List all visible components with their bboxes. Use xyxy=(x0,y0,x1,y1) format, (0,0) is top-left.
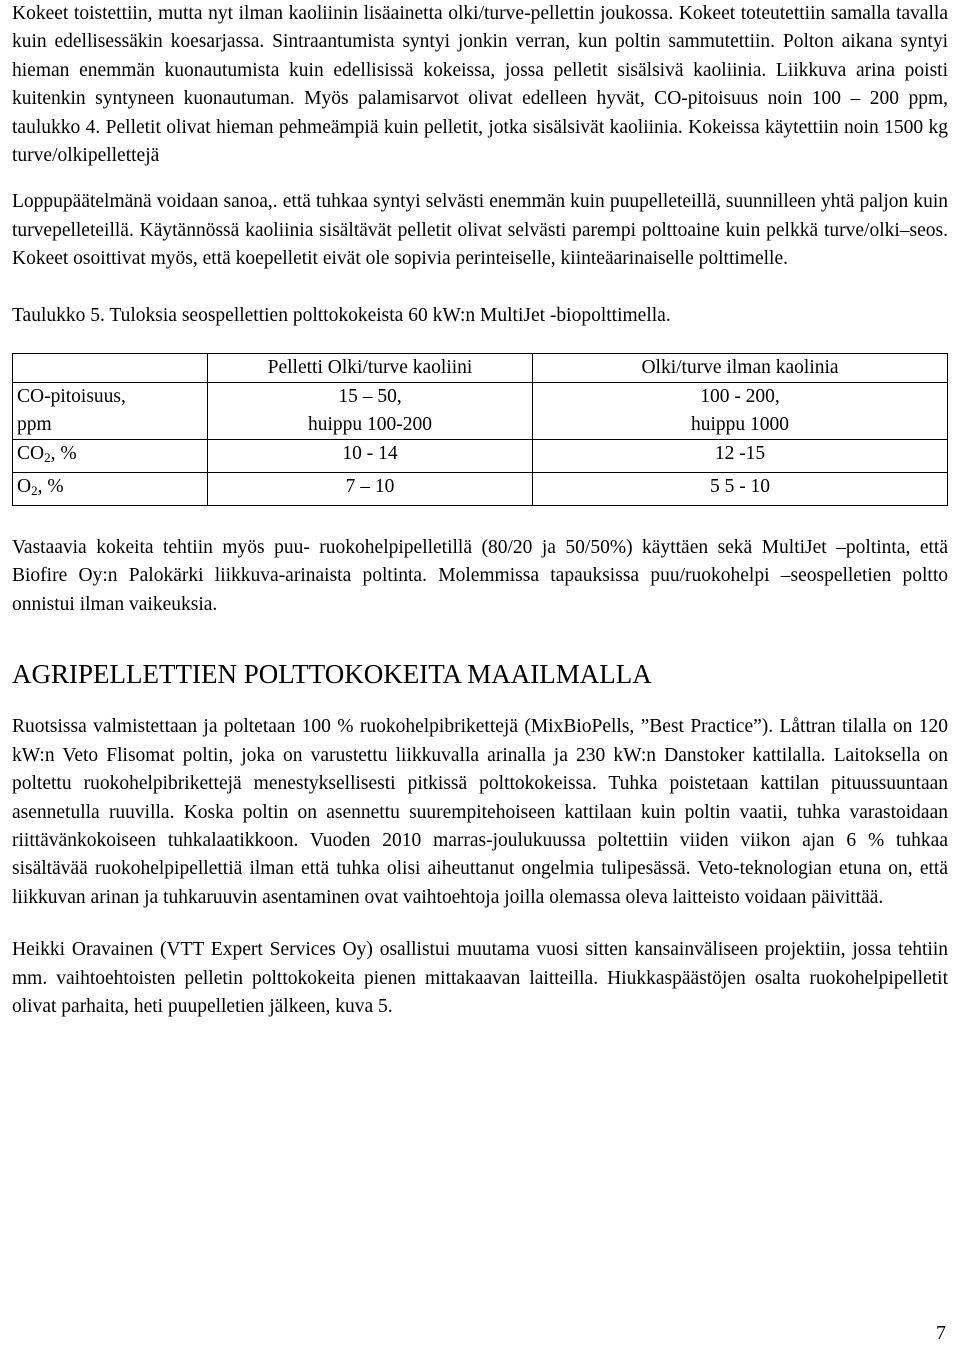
table-row-co xyxy=(13,383,948,440)
paragraph-sweden: Ruotsissa valmistettaan ja poltetaan 100 % ruokohelpibrikettejä (MixBioPells, ”Best Practice”). Låttran tilalla on 120 kW:n Veto Flisomat poltin, joka on varustettu liikkuvalla arinalla ja 230 kW:n Danstoker kattilalla. Laitoksella on poltettu ruokohelpibrikettejä menestyksellisesti pitkissä polttokokeissa. Tuhka poistetaan kattilan pituussuuntaan asennetulla ruuvilla. Koska poltin on asennettu suurempitehoiseen kattilaan kuin poltin vaatii, tuhka varastoidaan riittävänkokoiseen tuhkalaatikkoon. Vuoden 2010 marras-joulukuussa poltettiin viiden viikon ajan 6 % tuhkaa sisältävää ruokohelpipellettiä ilman että tuhka olisi aiheuttanut ongelmia tulipesässä. Veto-teknologian etuna on, että liikkuvan arinan ja tuhkaruuvin asentaminen ovat vaihtoehtoja joilla olemassa oleva laitteisto voidaan päivittää. xyxy=(12,716,948,908)
paragraph-conclusion: Loppupäätelmänä voidaan sanoa,. että tuhkaa syntyi selvästi enemmän kuin puupelleteillä, suunnilleen yhtä paljon kuin turvepelleteillä. Käytännössä kaoliinia sisältävät pelletit olivat selvästi parempi polttoaine kuin pelkkä turve/olki–seos. Kokeet osoittivat myös, että koepelletit eivät ole sopivia perinteiselle, kiinteäarinaiselle polttimelle. xyxy=(12,191,948,270)
table-cell-o2-kaolin: 7 – 10 xyxy=(208,473,533,506)
table-row-o2 xyxy=(13,473,948,506)
table-cell-o2-label: $O_2$, % xyxy=(13,473,208,506)
table-cell-co-kaolin: 15 – 50, huippu 100-200 xyxy=(208,383,533,440)
document-page xyxy=(12,0,948,1021)
table-cell-co2-kaolin: 10 - 14 xyxy=(208,440,533,473)
table-caption: Taulukko 5. Tuloksia seospellettien polttokokeista 60 kW:n MultiJet -biopolttimella. xyxy=(12,304,671,326)
page-number: 7 xyxy=(936,1322,946,1344)
table-header-no-kaolin: Olki/turve ilman kaolinia xyxy=(533,354,948,383)
table-header-kaolin: Pelletti Olki/turve kaoliini xyxy=(208,354,533,383)
table-header-empty xyxy=(13,354,208,383)
results-table xyxy=(12,353,948,506)
table-header-row xyxy=(13,354,948,383)
table-cell-co2-no-kaolin: 12 -15 xyxy=(533,440,948,473)
table-cell-co-no-kaolin: 100 - 200, huippu 1000 xyxy=(533,383,948,440)
section-heading: AGRIPELLETTIEN POLTTOKOKEITA MAAILMALLA xyxy=(12,659,652,690)
table-row-co2 xyxy=(13,440,948,473)
table-cell-co2-label: $CO_2$, % xyxy=(13,440,208,473)
table-cell-co-label: CO-pitoisuus, ppm xyxy=(13,383,208,440)
paragraph-vtt: Heikki Oravainen (VTT Expert Services Oy) osallistui muutama vuosi sitten kansainväliseen projektiin, jossa tehtiin mm. vaihtoehtoisten pelletin polttokokeita pienen mittakaavan laitteilla. Hiukkaspäästöjen osalta ruokohelpipelletit olivat parhaita, heti puupelletien jälkeen, kuva 5. xyxy=(12,939,948,1017)
paragraph-kaolin-free-tests: Kokeet toistettiin, mutta nyt ilman kaoliinin lisäainetta olki/turve-pellettin joukossa. Kokeet toteutettiin samalla tavalla kuin edellisessäkin koesarjassa. Sintraantumista syntyi jonkin verran, kun poltin sammutettiin. Polton aikana syntyi hieman enemmän kuonautumista kuin edellisissä kokeissa, jossa pelletit sisälsivä kaoliinia. Liikkuva arina poisti kuitenkin syntyneen kuonautuman. Myös palamisarvot olivat edelleen hyvät, CO-pitoisuus noin 100 – 200 ppm, taulukko 4. Pelletit olivat hieman pehmeämpiä kuin pelletit, jotka sisälsivät kaoliinia. Kokeissa käytettiin noin 1500 kg turve/olkipellettejä xyxy=(12,3,948,167)
paragraph-wood-reed-tests: Vastaavia kokeita tehtiin myös puu- ruokohelpipelletillä (80/20 ja 50/50%) käyttäen sekä MultiJet –poltinta, että Biofire Oy:n Palokärki liikkuva-arinaista poltinta. Molemmissa tapauksissa puu/ruokohelpi –seospelletien poltto onnistui ilman vaikeuksia. xyxy=(12,537,948,615)
table-cell-o2-no-kaolin: 5 5 - 10 xyxy=(533,473,948,506)
